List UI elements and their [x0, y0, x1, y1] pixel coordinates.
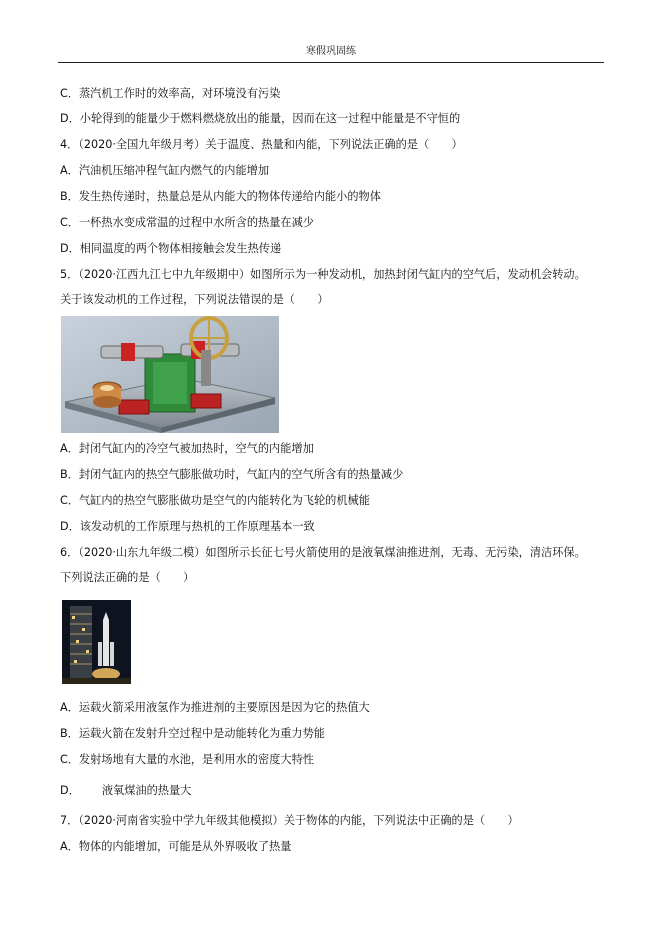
stirling-engine-icon — [61, 316, 279, 433]
q5-option-b: B．封闭气缸内的热空气膨胀做功时，气缸内的空气所含有的热量减少 — [60, 468, 404, 481]
q4-option-b: B．发生热传递时，热量总是从内能大的物体传递给内能小的物体 — [60, 190, 381, 203]
q6-option-d-text: 液氧煤油的热量大 — [101, 784, 192, 797]
q6-option-c: C．发射场地有大量的水池，是利用水的密度大特性 — [60, 753, 314, 766]
q6-option-d-label: D． — [60, 784, 80, 797]
q6-option-b: B．运载火箭在发射升空过程中是动能转化为重力势能 — [60, 727, 325, 740]
q5-stem-line-1: 5．（2020·江西九江七中九年级期中）如图所示为一种发动机，加热封闭气缸内的空气后，发动机会转动。 — [60, 268, 586, 281]
q4-stem: 4．（2020·全国九年级月考）关于温度、热量和内能，下列说法正确的是（ ） — [60, 138, 463, 151]
stirling-engine-figure — [61, 316, 279, 433]
q4-option-a: A．汽油机压缩冲程气缸内燃气的内能增加 — [60, 164, 270, 177]
rocket-launch-photo — [62, 600, 131, 684]
q4-option-d: D．相同温度的两个物体相接触会发生热传递 — [60, 242, 282, 255]
page-header — [58, 44, 604, 63]
q6-stem-line-1: 6．（2020·山东九年级二模）如图所示长征七号火箭使用的是液氧煤油推进剂，无毒、无污染，清洁环保。 — [60, 546, 586, 559]
rocket-launch-icon — [62, 600, 131, 684]
q3-option-c: C．蒸汽机工作时的效率高，对环境没有污染 — [60, 87, 281, 100]
q5-option-d: D．该发动机的工作原理与热机的工作原理基本一致 — [60, 520, 315, 533]
q4-option-c: C．一杯热水变成常温的过程中水所含的热量在减少 — [60, 216, 314, 229]
q5-option-a: A．封闭气缸内的冷空气被加热时，空气的内能增加 — [60, 442, 314, 455]
q6-stem-line-2: 下列说法正确的是（ ） — [60, 571, 195, 584]
q7-stem: 7．（2020·河南省实验中学九年级其他模拟）关于物体的内能，下列说法中正确的是（ ） — [60, 814, 519, 827]
q6-option-d — [60, 783, 191, 799]
q5-option-c: C．气缸内的热空气膨胀做功是空气的内能转化为飞轮的机械能 — [60, 494, 370, 507]
header-title: 寒假巩固练 — [306, 46, 356, 57]
q3-option-d: D．小轮得到的能量少于燃料燃烧放出的能量，因而在这一过程中能量是不守恒的 — [60, 112, 461, 125]
q7-option-a: A．物体的内能增加，可能是从外界吸收了热量 — [60, 840, 292, 853]
q6-option-a: A．运载火箭采用液氢作为推进剂的主要原因是因为它的热值大 — [60, 701, 370, 714]
q5-stem-line-2: 关于该发动机的工作过程，下列说法错误的是（ ） — [60, 293, 329, 306]
